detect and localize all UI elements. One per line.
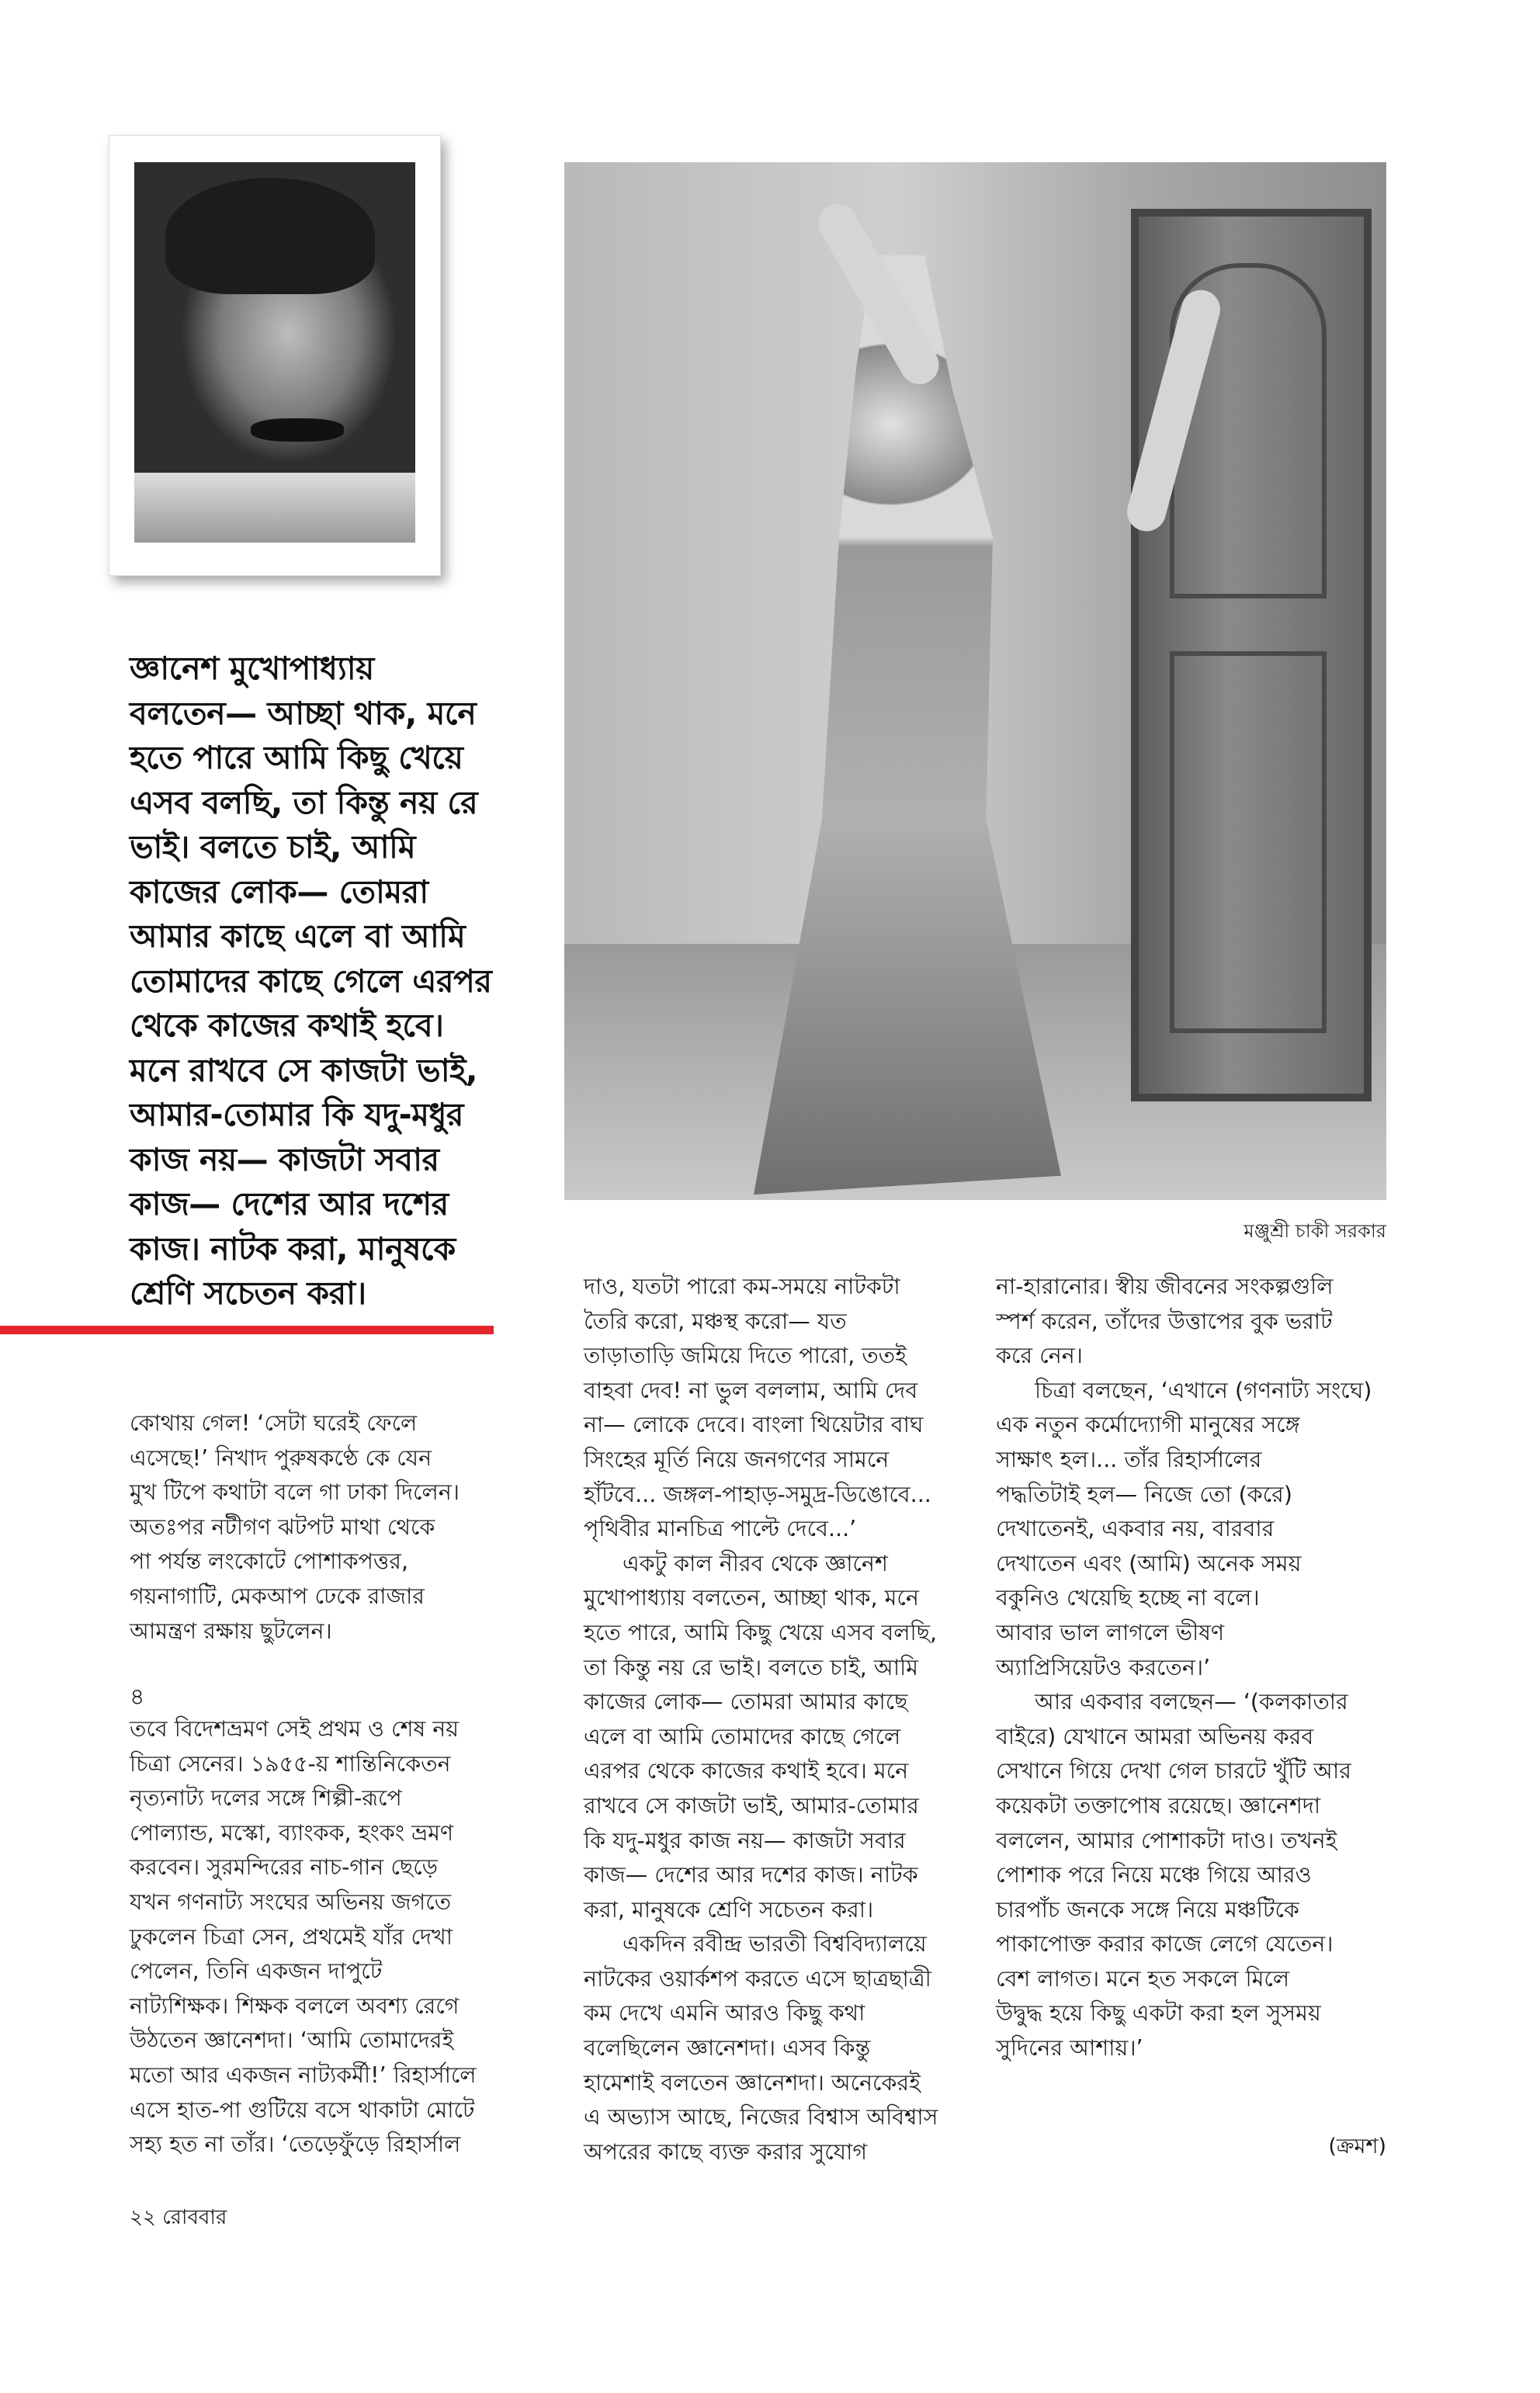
text-line: পদ্ধতিটাই হল— নিজে তো (করে)	[996, 1481, 1292, 1507]
text-line: রাখবে সে কাজটা ভাই, আমার-তোমার	[584, 1792, 919, 1819]
text-line: না— লোকে দেবে। বাংলা থিয়েটার বাঘ	[584, 1412, 924, 1438]
text-line: এসে হাত-পা গুটিয়ে বসে থাকাটা মোটে	[130, 2096, 475, 2123]
text-line: মুখ টিপে কথাটা বলে গা ঢাকা দিলেন।	[130, 1479, 460, 1506]
text-line: কাজ নয়— কাজটা সবার	[130, 1140, 439, 1178]
text-line: তবে বিদেশভ্রমণ সেই প্রথম ও শেষ নয়	[130, 1716, 460, 1742]
text-line: কাজ। নাটক করা, মানুষকে	[130, 1229, 456, 1268]
text-line: বেশ লাগত। মনে হত সকলে মিলে	[996, 1965, 1290, 1992]
text-line: অ্যাপ্রিসিয়েটও করতেন।’	[996, 1654, 1211, 1680]
text-line: সহ্য হত না তাঁর। ‘তেড়েফুঁড়ে রিহার্সাল	[130, 2131, 461, 2158]
text-line: সাক্ষাৎ হল।... তাঁর রিহার্সালের	[996, 1446, 1262, 1472]
dancer-photo	[564, 162, 1386, 1200]
text-line: নাটকের ওয়ার্কশপ করতে এসে ছাত্রছাত্রী	[584, 1965, 931, 1992]
text-line: আমন্ত্রণ রক্ষায় ছুটলেন।	[130, 1618, 332, 1644]
portrait-photo-gyanesh	[134, 162, 415, 543]
text-line: করবেন। সুরমন্দিরের নাচ-গান ছেড়ে	[130, 1854, 438, 1881]
red-divider	[0, 1326, 494, 1334]
text-line: গয়নাগাটি, মেকআপ ঢেকে রাজার	[130, 1583, 425, 1609]
text-line: কাজ— দেশের আর দশের কাজ। নাটক	[584, 1862, 918, 1888]
text-line: এরপর থেকে কাজের কথাই হবে। মনে	[584, 1758, 909, 1784]
text-line: থেকে কাজের কথাই হবে।	[130, 1007, 444, 1044]
text-line: পোশাক পরে নিয়ে মঞ্চে গিয়ে আরও	[996, 1862, 1312, 1888]
text-line: বললেন, আমার পোশাকটা দাও। তখনই	[996, 1827, 1337, 1854]
text-line: মুখোপাধ্যায় বলতেন, আচ্ছা থাক, মনে	[584, 1585, 919, 1611]
middle-column-text	[584, 1270, 938, 2169]
text-line: আর একবার বলছেন— ‘(কলকাতার	[1035, 1689, 1348, 1715]
text-line: তা কিন্তু নয় রে ভাই। বলতে চাই, আমি	[584, 1654, 919, 1680]
pull-quote	[130, 647, 491, 1316]
text-line: একদিন রবীন্দ্র ভারতী বিশ্ববিদ্যালয়ে	[623, 1931, 927, 1958]
text-line: বলতেন— আচ্ছা থাক, মনে	[130, 694, 477, 732]
text-line: সুদিনের আশায়।’	[996, 2035, 1143, 2062]
text-line: বকুনিও খেয়েছি হচ্ছে না বলে।	[996, 1585, 1260, 1611]
text-line: কাজের লোক— তোমরা	[130, 872, 428, 910]
text-line: পেলেন, তিনি একজন দাপুটে	[130, 1958, 383, 1985]
text-line: কি যদু-মধুর কাজ নয়— কাজটা সবার	[584, 1827, 906, 1854]
text-line: যখন গণনাট্য সংঘের অভিনয় জগতে	[130, 1888, 452, 1915]
text-line: পোল্যান্ড, মস্কো, ব্যাংকক, হংকং ভ্রমণ	[130, 1819, 454, 1846]
text-line: অপরের কাছে ব্যক্ত করার সুযোগ	[584, 2138, 868, 2165]
text-line: উঠতেন জ্ঞানেশদা। ‘আমি তোমাদেরই	[130, 2027, 454, 2054]
left-column-text	[130, 1406, 460, 1649]
text-line: হতে পারে, আমি কিছু খেয়ে এসব বলছি,	[584, 1619, 938, 1646]
text-line: ভাই। বলতে চাই, আমি	[130, 828, 416, 865]
text-line: কাজ— দেশের আর দশের	[130, 1185, 449, 1223]
text-line: হতে পারে আমি কিছু খেয়ে	[130, 739, 463, 776]
text-line: সেখানে গিয়ে দেখা গেল চারটে খুঁটি আর	[996, 1758, 1351, 1784]
text-line: দেখাতেনই, একবার নয়, বারবার	[996, 1516, 1275, 1542]
text-line: চিত্রা বলছেন, ‘এখানে (গণনাট্য সংঘে)	[1035, 1377, 1372, 1403]
text-line: কাজের লোক— তোমরা আমার কাছে	[584, 1689, 908, 1715]
text-line: চারপাঁচ জনকে সঙ্গে নিয়ে মঞ্চটিকে	[996, 1896, 1299, 1923]
text-line: এ অভ্যাস আছে, নিজের বিশ্বাস অবিশ্বাস	[584, 2104, 938, 2131]
text-line: হামেশাই বলতেন জ্ঞানেশদা। অনেকেরই	[584, 2069, 921, 2096]
text-line: কোথায় গেল! ‘সেটা ঘরেই ফেলে	[130, 1410, 418, 1436]
text-line: করে নেন।	[996, 1343, 1083, 1369]
text-line: পাকাপোক্ত করার কাজে লেগে যেতেন।	[996, 1931, 1334, 1958]
text-line: মতো আর একজন নাট্যকর্মী!’ রিহার্সালে	[130, 2062, 477, 2088]
text-line: অতঃপর নটীগণ ঝটপট মাথা থেকে	[130, 1514, 435, 1540]
text-line: ঢুকলেন চিত্রা সেন, প্রথমেই যাঁর দেখা	[130, 1923, 453, 1950]
text-line: জ্ঞানেশ মুখোপাধ্যায়	[130, 650, 374, 687]
text-line: আমার কাছে এলে বা আমি	[130, 917, 466, 955]
text-line: তাড়াতাড়ি জমিয়ে দিতে পারো, ততই	[584, 1343, 907, 1369]
text-line: করা, মানুষকে শ্রেণি সচেতন করা।	[584, 1896, 874, 1923]
text-line: এসেছে!’ নিখাদ পুরুষকণ্ঠে কে যেন	[130, 1444, 432, 1471]
text-line: বাইরে) যেখানে আমরা অভিনয় করব	[996, 1723, 1314, 1750]
text-line: বলেছিলেন জ্ঞানেশদা। এসব কিন্তু	[584, 2035, 871, 2062]
text-line: চিত্রা সেনের। ১৯৫৫-য় শান্তিনিকেতন	[130, 1750, 451, 1777]
text-line: সিংহের মূর্তি নিয়ে জনগণের সামনে	[584, 1446, 890, 1472]
text-line: কয়েকটা তক্তাপোষ রয়েছে। জ্ঞানেশদা	[996, 1792, 1321, 1819]
text-line: হাঁটবে... জঙ্গল-পাহাড়-সমুদ্র-ডিঙোবে...	[584, 1481, 931, 1507]
text-line: কম দেখে এমনি আরও কিছু কথা	[584, 2000, 865, 2027]
text-line: নাট্যশিক্ষক। শিক্ষক বললে অবশ্য রেগে	[130, 1992, 460, 2019]
continued-label: (ক্রমশ)	[1328, 2135, 1386, 2159]
text-line: না-হারানোর। স্বীয় জীবনের সংকল্পগুলি	[996, 1274, 1334, 1299]
text-line: পা পর্যন্ত লংকোটে পোশাকপত্তর,	[130, 1549, 409, 1575]
page-footer: ২২ রোববার	[130, 2206, 227, 2229]
text-line: তৈরি করো, মঞ্চস্থ করো— যত	[584, 1308, 847, 1334]
text-line: তোমাদের কাছে গেলে এরপর	[130, 962, 492, 1000]
text-line: স্পর্শ করেন, তাঁদের উত্তাপের বুক ভরাট	[996, 1308, 1333, 1334]
text-line: পৃথিবীর মানচিত্র পাল্টে দেবে...’	[584, 1516, 857, 1542]
photo-caption: মঞ্জুশ্রী চাকী সরকার	[1243, 1220, 1386, 1242]
text-line: আমার-তোমার কি যদু-মধুর	[130, 1096, 463, 1133]
text-line: এলে বা আমি তোমাদের কাছে গেলে	[584, 1723, 901, 1750]
right-column-text	[996, 1270, 1372, 2066]
left-column-text-2	[130, 1712, 477, 2162]
portrait-photo-frame	[109, 135, 441, 576]
text-line: একটু কাল নীরব থেকে জ্ঞানেশ	[623, 1550, 888, 1576]
text-line: উদ্বুদ্ধ হয়ে কিছু একটা করা হল সুসময়	[996, 2000, 1321, 2027]
text-line: আবার ভাল লাগলে ভীষণ	[996, 1619, 1225, 1646]
text-line: এক নতুন কর্মোদ্যোগী মানুষের সঙ্গে	[996, 1412, 1300, 1438]
text-line: শ্রেণি সচেতন করা।	[130, 1275, 366, 1312]
section-number: ৪	[130, 1684, 145, 1711]
text-line: দাও, যতটা পারো কম-সময়ে নাটকটা	[584, 1274, 900, 1299]
text-line: মনে রাখবে সে কাজটা ভাই,	[130, 1051, 478, 1089]
text-line: এসব বলছি, তা কিন্তু নয় রে	[130, 783, 478, 821]
text-line: দেখাতেন এবং (আমি) অনেক সময়	[996, 1550, 1302, 1576]
text-line: নৃত্যনাট্য দলের সঙ্গে শিল্পী-রূপে	[130, 1785, 402, 1812]
text-line: বাহবা দেব! না ভুল বললাম, আমি দেব	[584, 1377, 918, 1403]
